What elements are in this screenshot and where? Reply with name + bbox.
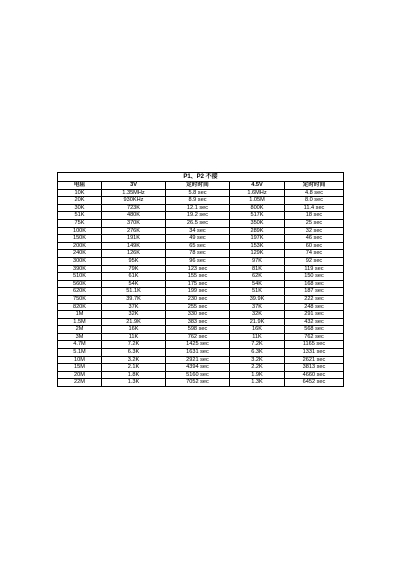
cell-timing-3v: 598 sec bbox=[166, 326, 230, 334]
header-timing-3v: 定时时间 bbox=[166, 182, 230, 190]
cell-timing-4-5v: 568 sec bbox=[285, 326, 344, 334]
cell-timing-4-5v: 222 sec bbox=[285, 295, 344, 303]
cell-frequency-4-5v: 81K bbox=[230, 265, 285, 273]
cell-frequency-4-5v: 1.3K bbox=[230, 379, 285, 387]
cell-resistance: 750K bbox=[58, 295, 102, 303]
cell-timing-4-5v: 60 sec bbox=[285, 242, 344, 250]
cell-timing-3v: 26.5 sec bbox=[166, 219, 230, 227]
cell-frequency-4-5v: 1.05M bbox=[230, 197, 285, 205]
cell-frequency-3v: 21.9K bbox=[102, 318, 166, 326]
table-row bbox=[58, 273, 344, 281]
cell-frequency-4-5v: 16K bbox=[230, 326, 285, 334]
table-row bbox=[58, 250, 344, 258]
cell-timing-4-5v: 46 sec bbox=[285, 235, 344, 243]
table-row bbox=[58, 318, 344, 326]
cell-timing-4-5v: 18 sec bbox=[285, 212, 344, 220]
cell-timing-3v: 19.2 sec bbox=[166, 212, 230, 220]
header-3v: 3V bbox=[102, 182, 166, 190]
cell-timing-4-5v: 187 sec bbox=[285, 288, 344, 296]
cell-resistance: 2M bbox=[58, 326, 102, 334]
cell-resistance: 620K bbox=[58, 288, 102, 296]
table-row bbox=[58, 349, 344, 357]
cell-resistance: 150K bbox=[58, 235, 102, 243]
cell-timing-3v: 65 sec bbox=[166, 242, 230, 250]
cell-timing-3v: 5.8 sec bbox=[166, 189, 230, 197]
cell-timing-4-5v: 2621 sec bbox=[285, 356, 344, 364]
cell-frequency-4-5v: 1.6MHz bbox=[230, 189, 285, 197]
table-row bbox=[58, 197, 344, 205]
cell-frequency-3v: 16K bbox=[102, 326, 166, 334]
cell-frequency-4-5v: 197K bbox=[230, 235, 285, 243]
cell-timing-4-5v: 291 sec bbox=[285, 311, 344, 319]
cell-frequency-3v: 2.1K bbox=[102, 364, 166, 372]
header-4-5v: 4.5V bbox=[230, 182, 285, 190]
cell-timing-3v: 8.9 sec bbox=[166, 197, 230, 205]
cell-frequency-4-5v: 800K bbox=[230, 204, 285, 212]
cell-resistance: 390K bbox=[58, 265, 102, 273]
cell-frequency-3v: 37K bbox=[102, 303, 166, 311]
cell-frequency-4-5v: 11K bbox=[230, 333, 285, 341]
cell-timing-4-5v: 32 sec bbox=[285, 227, 344, 235]
cell-timing-4-5v: 248 sec bbox=[285, 303, 344, 311]
cell-resistance: 75K bbox=[58, 219, 102, 227]
cell-timing-3v: 78 sec bbox=[166, 250, 230, 258]
cell-resistance: 1.5M bbox=[58, 318, 102, 326]
cell-frequency-3v: 370K bbox=[102, 219, 166, 227]
cell-timing-3v: 1631 sec bbox=[166, 349, 230, 357]
cell-resistance: 20M bbox=[58, 371, 102, 379]
table-header-row bbox=[58, 182, 344, 190]
cell-resistance: 22M bbox=[58, 379, 102, 387]
cell-resistance: 30K bbox=[58, 204, 102, 212]
cell-timing-4-5v: 92 sec bbox=[285, 257, 344, 265]
cell-frequency-4-5v: 3.2K bbox=[230, 356, 285, 364]
table-row bbox=[58, 227, 344, 235]
cell-timing-4-5v: 762 sec bbox=[285, 333, 344, 341]
table-row bbox=[58, 341, 344, 349]
cell-frequency-3v: 79K bbox=[102, 265, 166, 273]
cell-timing-3v: 255 sec bbox=[166, 303, 230, 311]
table-row bbox=[58, 288, 344, 296]
cell-resistance: 3M bbox=[58, 333, 102, 341]
cell-frequency-4-5v: 39.9K bbox=[230, 295, 285, 303]
cell-timing-4-5v: 1165 sec bbox=[285, 341, 344, 349]
cell-resistance: 10K bbox=[58, 189, 102, 197]
cell-resistance: 1M bbox=[58, 311, 102, 319]
table-row bbox=[58, 303, 344, 311]
cell-frequency-4-5v: 153K bbox=[230, 242, 285, 250]
cell-timing-3v: 5160 sec bbox=[166, 371, 230, 379]
table-row bbox=[58, 265, 344, 273]
cell-resistance: 4.7M bbox=[58, 341, 102, 349]
cell-resistance: 240K bbox=[58, 250, 102, 258]
cell-frequency-3v: 32K bbox=[102, 311, 166, 319]
cell-resistance: 300K bbox=[58, 257, 102, 265]
cell-timing-3v: 175 sec bbox=[166, 280, 230, 288]
table-row bbox=[58, 242, 344, 250]
table-row bbox=[58, 379, 344, 387]
table-row bbox=[58, 280, 344, 288]
table-row bbox=[58, 326, 344, 334]
table-row bbox=[58, 371, 344, 379]
table-title: P1、P2 不接 bbox=[57, 172, 344, 181]
table-row bbox=[58, 333, 344, 341]
table-row bbox=[58, 311, 344, 319]
header-resistance: 电阻 bbox=[58, 182, 102, 190]
cell-resistance: 820K bbox=[58, 303, 102, 311]
cell-timing-4-5v: 11.4 sec bbox=[285, 204, 344, 212]
cell-frequency-4-5v: 51K bbox=[230, 288, 285, 296]
cell-frequency-4-5v: 1.9K bbox=[230, 371, 285, 379]
cell-frequency-3v: 11K bbox=[102, 333, 166, 341]
cell-frequency-3v: 191K bbox=[102, 235, 166, 243]
header-timing-4-5v: 定时时间 bbox=[285, 182, 344, 190]
cell-frequency-3v: 1.8K bbox=[102, 371, 166, 379]
cell-frequency-3v: 480K bbox=[102, 212, 166, 220]
cell-timing-3v: 34 sec bbox=[166, 227, 230, 235]
cell-timing-4-5v: 6452 sec bbox=[285, 379, 344, 387]
cell-frequency-4-5v: 2.2K bbox=[230, 364, 285, 372]
table-row bbox=[58, 235, 344, 243]
cell-timing-4-5v: 4.8 sec bbox=[285, 189, 344, 197]
table-row bbox=[58, 204, 344, 212]
cell-timing-4-5v: 8.0 sec bbox=[285, 197, 344, 205]
cell-frequency-4-5v: 6.3K bbox=[230, 349, 285, 357]
cell-timing-3v: 762 sec bbox=[166, 333, 230, 341]
cell-timing-4-5v: 1331 sec bbox=[285, 349, 344, 357]
table-row bbox=[58, 295, 344, 303]
cell-timing-4-5v: 168 sec bbox=[285, 280, 344, 288]
cell-resistance: 200K bbox=[58, 242, 102, 250]
cell-frequency-3v: 51.1K bbox=[102, 288, 166, 296]
cell-timing-4-5v: 74 sec bbox=[285, 250, 344, 258]
cell-frequency-3v: 149K bbox=[102, 242, 166, 250]
cell-frequency-4-5v: 37K bbox=[230, 303, 285, 311]
cell-frequency-4-5v: 289K bbox=[230, 227, 285, 235]
cell-timing-3v: 12.1 sec bbox=[166, 204, 230, 212]
cell-timing-3v: 123 sec bbox=[166, 265, 230, 273]
table-row bbox=[58, 257, 344, 265]
timing-table bbox=[57, 172, 344, 387]
cell-timing-3v: 155 sec bbox=[166, 273, 230, 281]
table-row bbox=[58, 219, 344, 227]
cell-resistance: 560K bbox=[58, 280, 102, 288]
cell-frequency-4-5v: 7.2K bbox=[230, 341, 285, 349]
cell-frequency-4-5v: 129K bbox=[230, 250, 285, 258]
cell-timing-3v: 4394 sec bbox=[166, 364, 230, 372]
cell-resistance: 100K bbox=[58, 227, 102, 235]
cell-frequency-3v: 1.3K bbox=[102, 379, 166, 387]
cell-timing-3v: 1425 sec bbox=[166, 341, 230, 349]
cell-resistance: 20K bbox=[58, 197, 102, 205]
cell-frequency-3v: 126K bbox=[102, 250, 166, 258]
cell-frequency-4-5v: 32K bbox=[230, 311, 285, 319]
cell-frequency-3v: 1.35MHz bbox=[102, 189, 166, 197]
cell-frequency-3v: 930KHz bbox=[102, 197, 166, 205]
cell-timing-4-5v: 3813 sec bbox=[285, 364, 344, 372]
cell-frequency-3v: 54K bbox=[102, 280, 166, 288]
cell-frequency-3v: 3.2K bbox=[102, 356, 166, 364]
cell-timing-3v: 199 sec bbox=[166, 288, 230, 296]
cell-timing-3v: 7052 sec bbox=[166, 379, 230, 387]
cell-timing-4-5v: 150 sec bbox=[285, 273, 344, 281]
cell-frequency-3v: 6.3K bbox=[102, 349, 166, 357]
cell-timing-4-5v: 4660 sec bbox=[285, 371, 344, 379]
cell-resistance: 15M bbox=[58, 364, 102, 372]
cell-timing-3v: 383 sec bbox=[166, 318, 230, 326]
cell-frequency-4-5v: 21.9K bbox=[230, 318, 285, 326]
cell-frequency-3v: 39.7K bbox=[102, 295, 166, 303]
cell-frequency-3v: 95K bbox=[102, 257, 166, 265]
cell-resistance: 510K bbox=[58, 273, 102, 281]
cell-frequency-3v: 7.2K bbox=[102, 341, 166, 349]
cell-resistance: 51K bbox=[58, 212, 102, 220]
cell-frequency-4-5v: 517K bbox=[230, 212, 285, 220]
cell-frequency-4-5v: 54K bbox=[230, 280, 285, 288]
table-row bbox=[58, 364, 344, 372]
cell-timing-4-5v: 25 sec bbox=[285, 219, 344, 227]
cell-frequency-4-5v: 350K bbox=[230, 219, 285, 227]
cell-timing-3v: 230 sec bbox=[166, 295, 230, 303]
cell-timing-3v: 96 sec bbox=[166, 257, 230, 265]
table-row bbox=[58, 356, 344, 364]
table-body bbox=[58, 189, 344, 386]
cell-timing-3v: 330 sec bbox=[166, 311, 230, 319]
cell-frequency-3v: 61K bbox=[102, 273, 166, 281]
cell-timing-3v: 49 sec bbox=[166, 235, 230, 243]
cell-frequency-3v: 723K bbox=[102, 204, 166, 212]
cell-timing-3v: 2921 sec bbox=[166, 356, 230, 364]
cell-frequency-4-5v: 62K bbox=[230, 273, 285, 281]
cell-timing-4-5v: 119 sec bbox=[285, 265, 344, 273]
cell-frequency-3v: 276K bbox=[102, 227, 166, 235]
cell-frequency-4-5v: 97K bbox=[230, 257, 285, 265]
cell-timing-4-5v: 432 sec bbox=[285, 318, 344, 326]
table-row bbox=[58, 212, 344, 220]
table-row bbox=[58, 189, 344, 197]
cell-resistance: 10M bbox=[58, 356, 102, 364]
cell-resistance: 5.1M bbox=[58, 349, 102, 357]
